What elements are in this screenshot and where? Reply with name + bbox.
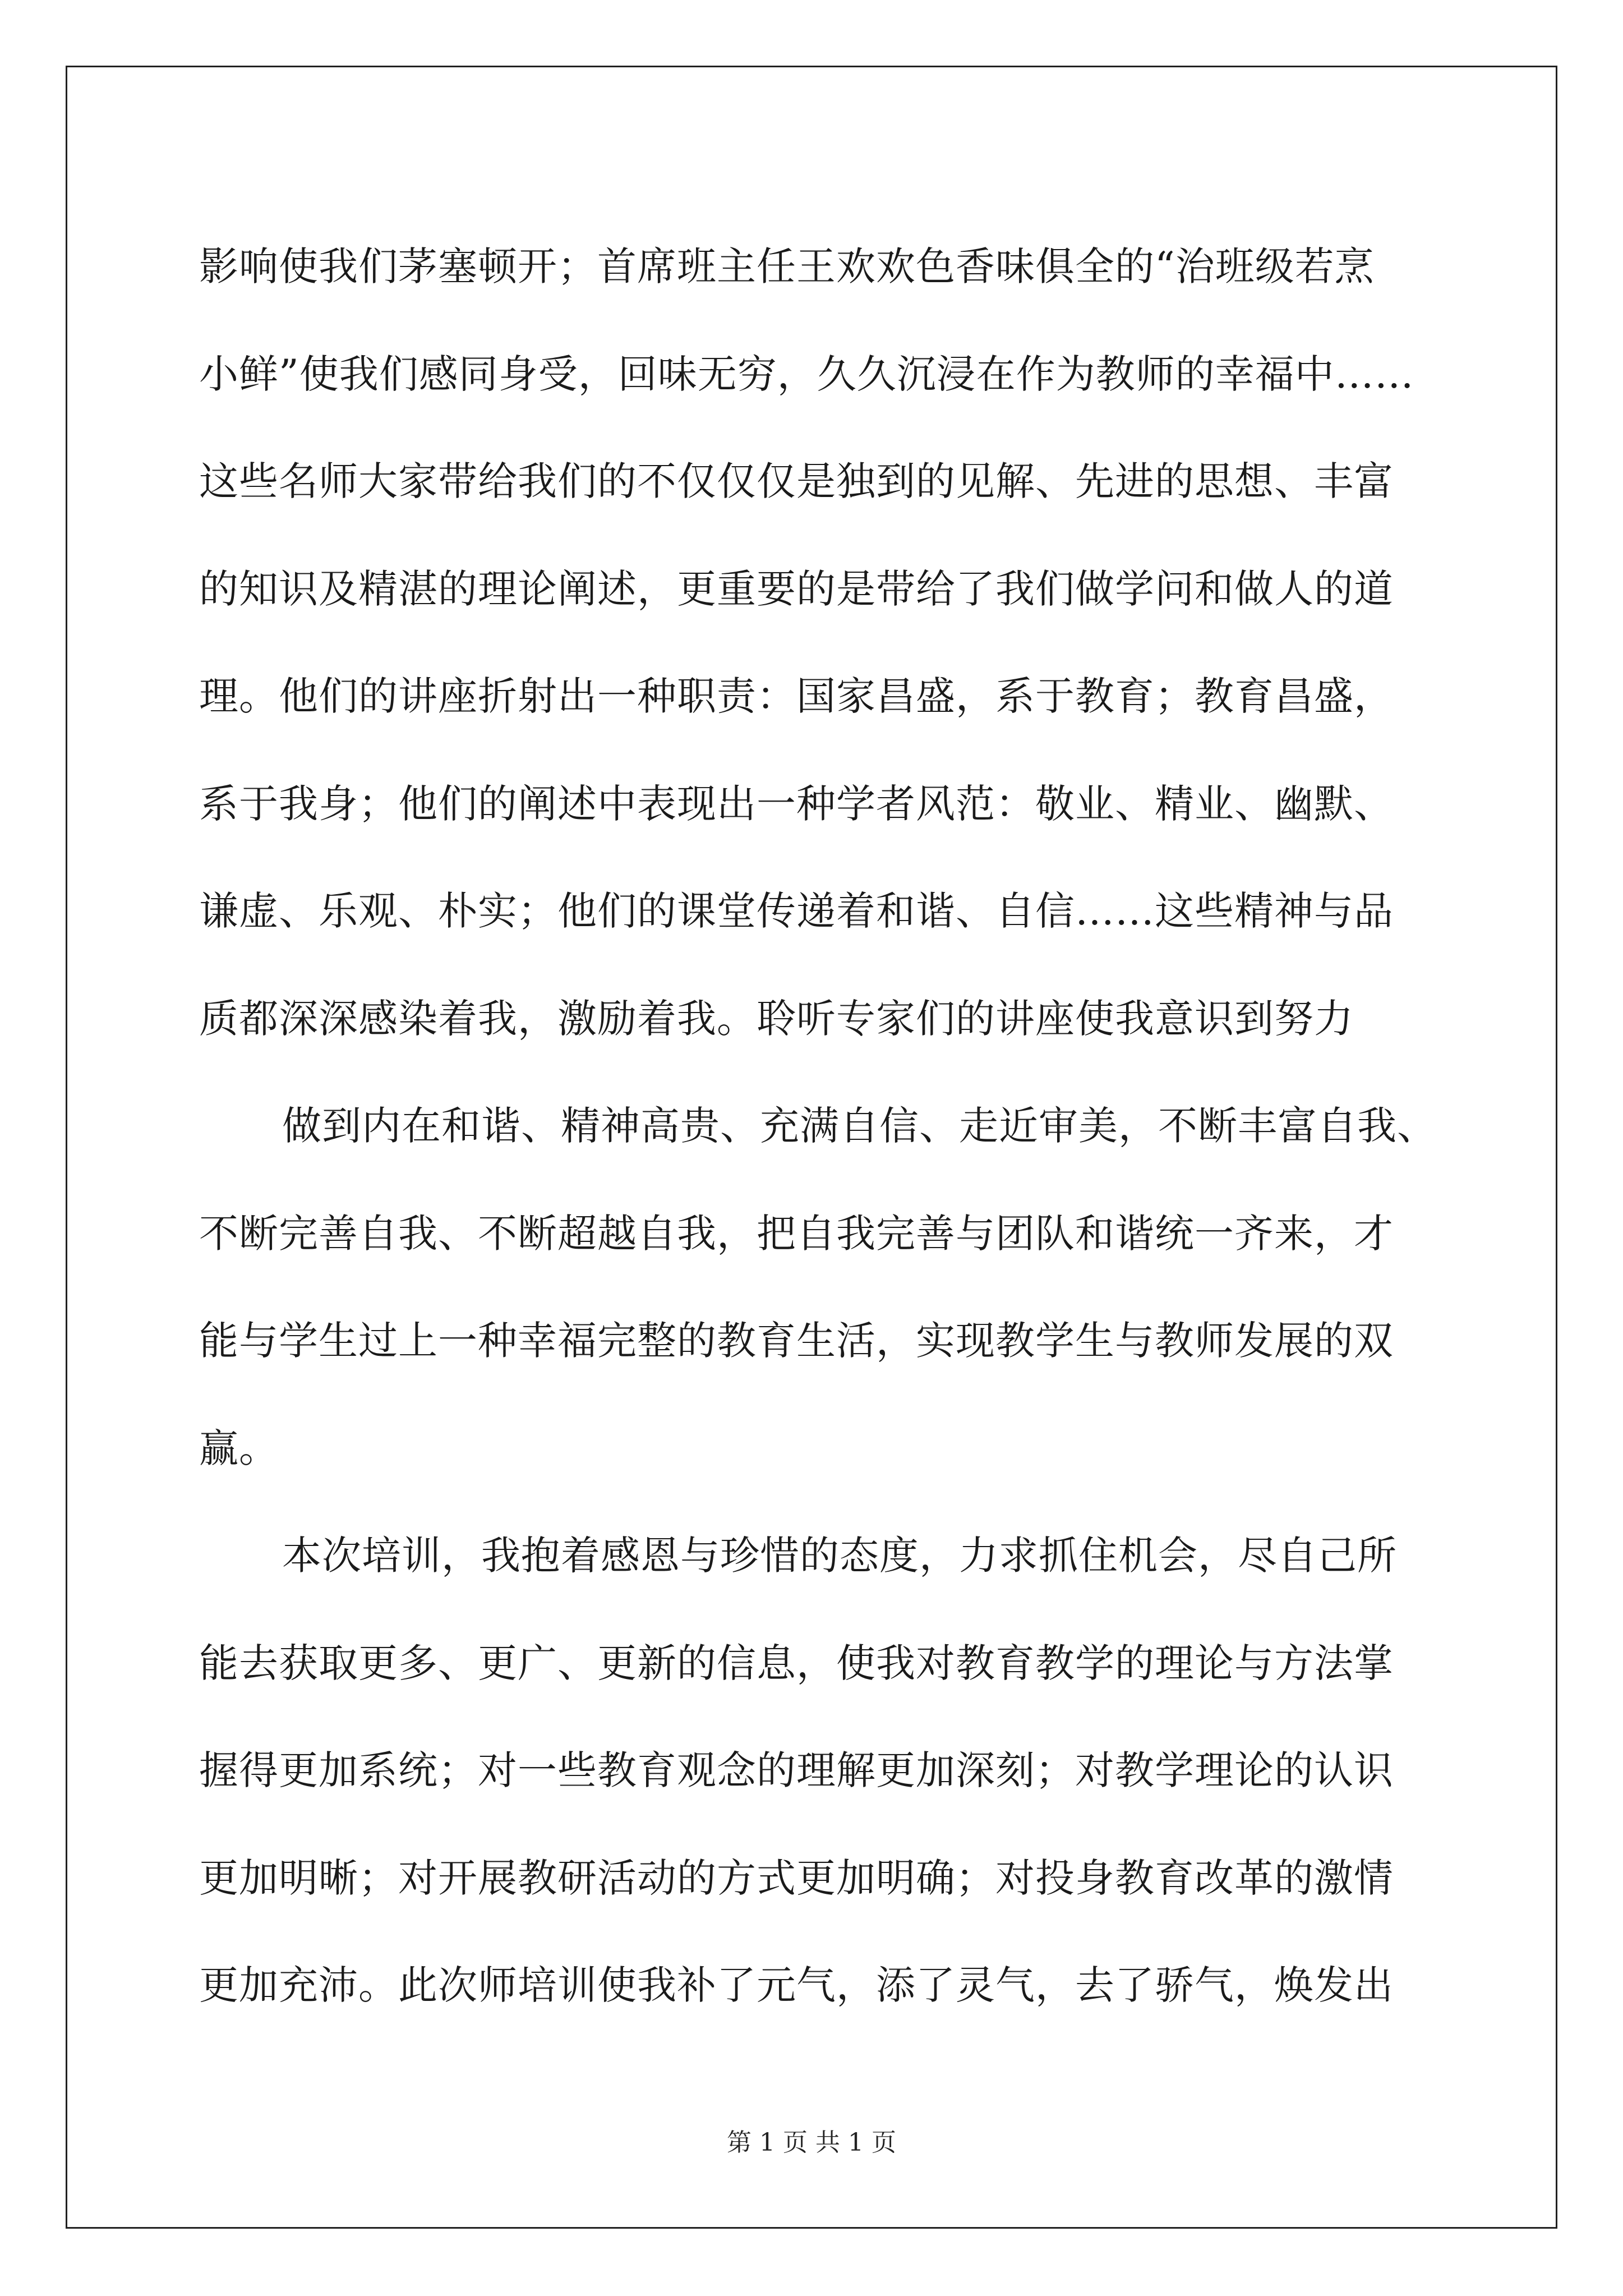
text-line: 赢。 — [199, 1425, 279, 1471]
text-line: 这些名师大家带给我们的不仅仅仅是独到的见解、先进的思想、丰富 — [199, 458, 1394, 504]
text-line: 谦虚、乐观、朴实；他们的课堂传递着和谐、自信……这些精神与品 — [199, 888, 1394, 934]
text-line: 握得更加系统；对一些教育观念的理解更加深刻；对教学理论的认识 — [199, 1747, 1394, 1793]
text-line: 更加明晰；对开展教研活动的方式更加明确；对投身教育改革的激情 — [199, 1855, 1394, 1901]
text-line: 影响使我们茅塞顿开；首席班主任王欢欢色香味俱全的“治班级若烹 — [199, 243, 1375, 289]
document-body — [199, 213, 1455, 2040]
text-line: 系于我身；他们的阐述中表现出一种学者风范：敬业、精业、幽默、 — [199, 780, 1394, 827]
text-line: 的知识及精湛的理论阐述，更重要的是带给了我们做学问和做人的道 — [199, 565, 1394, 612]
text-line: 更加充沛。此次师培训使我补了元气，添了灵气，去了骄气，焕发出 — [199, 1962, 1394, 2008]
text-line: 做到内在和谐、精神高贵、充满自信、走近审美，不断丰富自我、 — [282, 1103, 1437, 1149]
text-line: 理。他们的讲座折射出一种职责：国家昌盛，系于教育；教育昌盛， — [199, 673, 1394, 719]
text-line: 本次培训，我抱着感恩与珍惜的态度，力求抓住机会，尽自己所 — [282, 1533, 1397, 1579]
page-footer: 第 1 页 共 1 页 — [727, 2128, 896, 2157]
text-line: 质都深深感染着我，激励着我。聆听专家们的讲座使我意识到努力 — [199, 995, 1354, 1042]
text-line: 不断完善自我、不断超越自我，把自我完善与团队和谐统一齐来，才 — [199, 1210, 1394, 1257]
text-line: 能去获取更多、更广、更新的信息，使我对教育教学的理论与方法掌 — [199, 1640, 1394, 1686]
text-line: 能与学生过上一种幸福完整的教育生活，实现教学生与教师发展的双 — [199, 1318, 1394, 1364]
text-line: 小鲜”使我们感同身受，回味无穷，久久沉浸在作为教师的幸福中…… — [199, 351, 1414, 397]
